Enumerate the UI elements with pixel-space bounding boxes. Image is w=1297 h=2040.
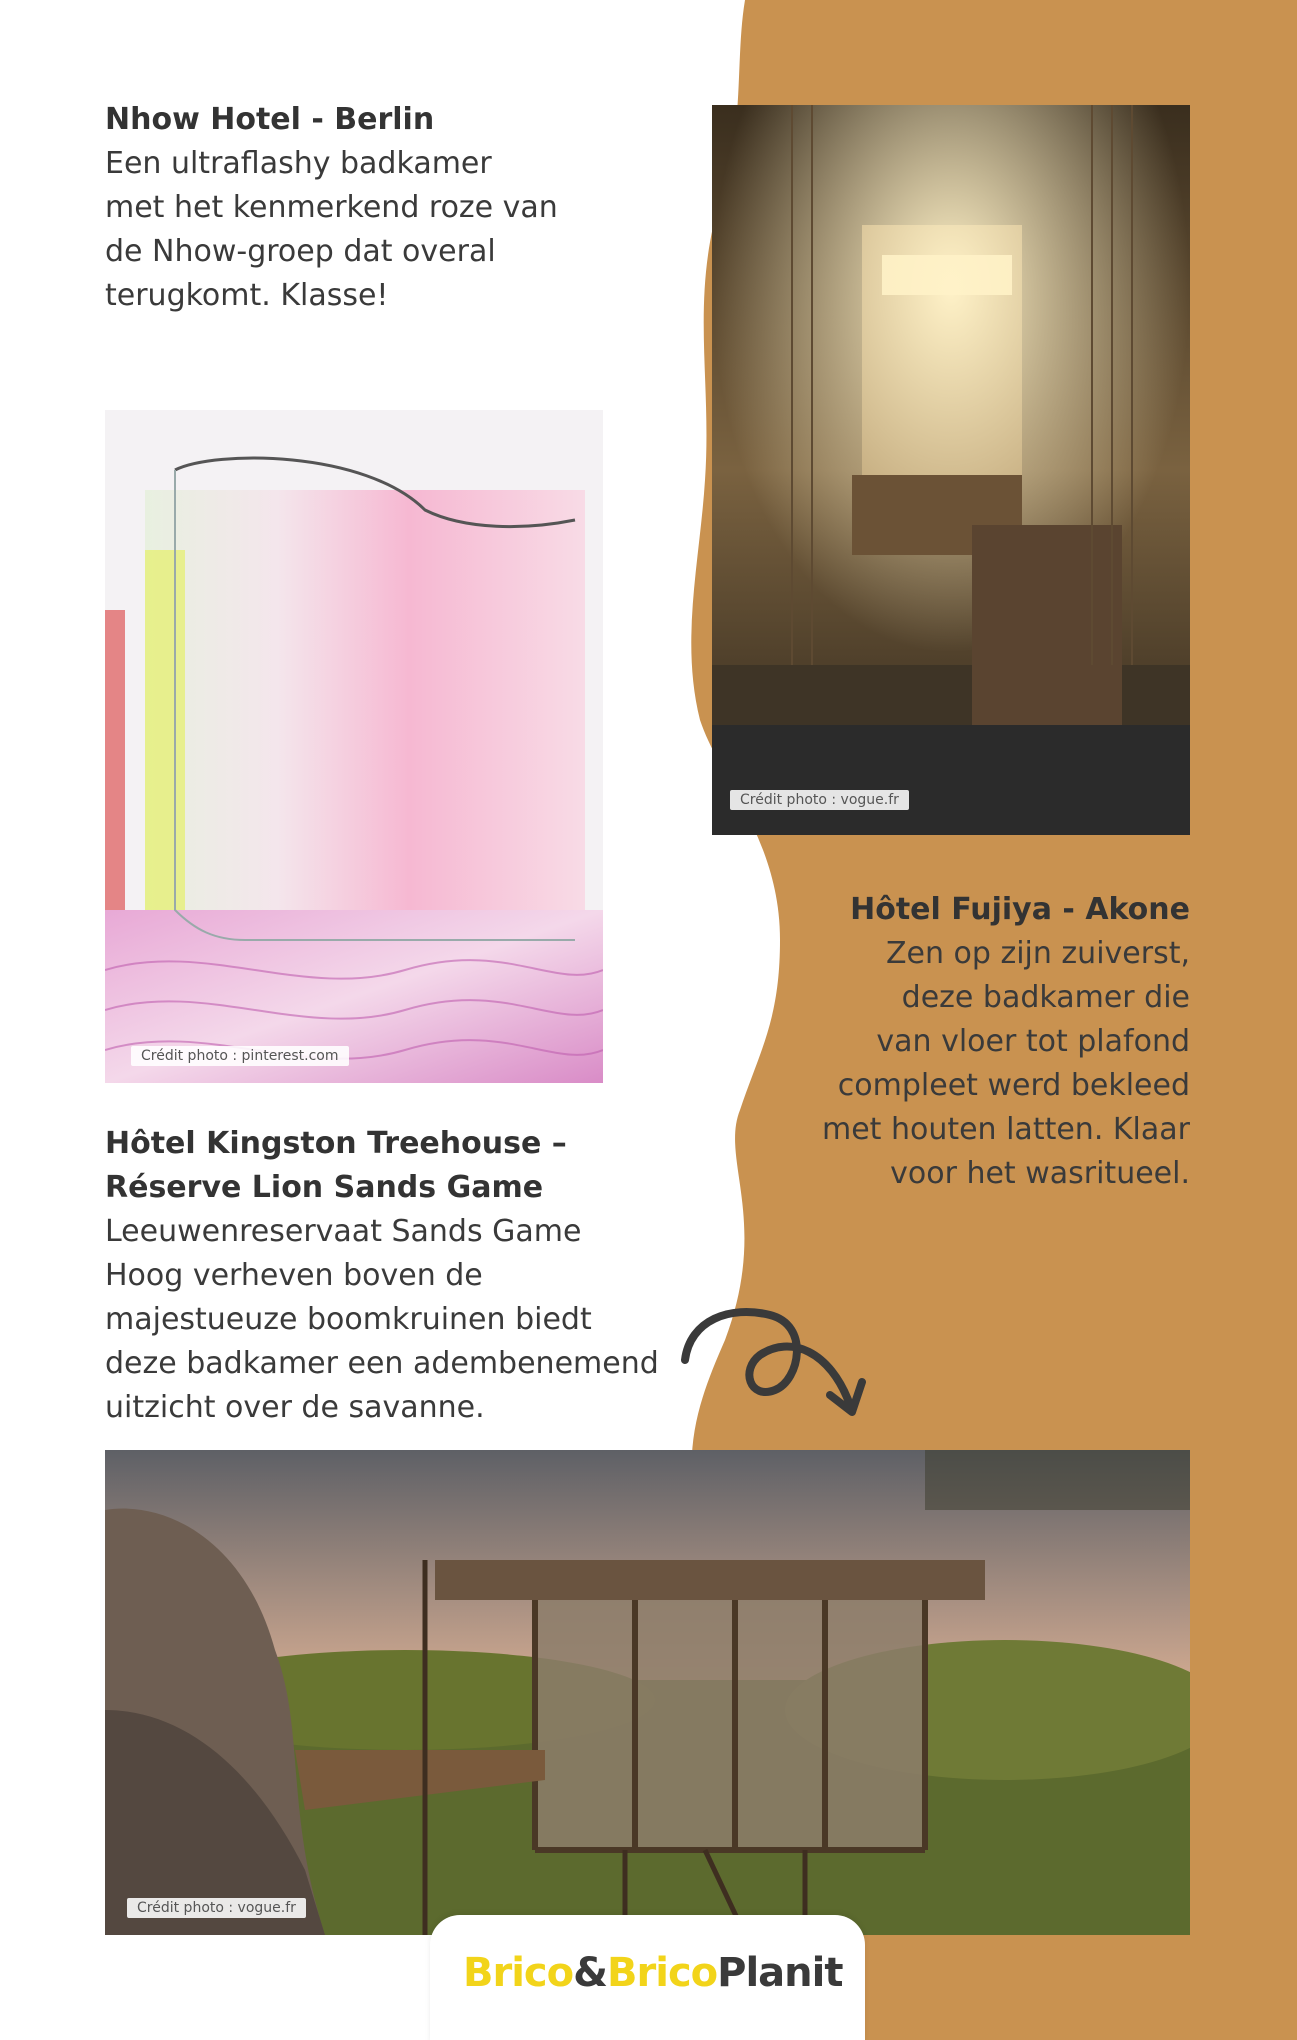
- logo-part-planit: Planit: [717, 1950, 843, 1996]
- kingston-text-block: [105, 1122, 685, 1430]
- fujiya-bathroom-photo: [712, 105, 1190, 835]
- fujiya-line-1: Zen op zijn zuiverst,: [885, 936, 1190, 971]
- fujiya-line-4: compleet werd bekleed: [837, 1068, 1190, 1103]
- fujiya-line-5: met houten latten. Klaar: [821, 1112, 1190, 1147]
- logo-card: [430, 1915, 865, 2040]
- nhow-line-4: terugkomt. Klasse!: [105, 278, 389, 313]
- kingston-treehouse-photo: [105, 1450, 1190, 1935]
- fujiya-title: Hôtel Fujiya - Akone: [850, 892, 1190, 927]
- nhow-text-block: [105, 98, 625, 318]
- kingston-title-line-1: Hôtel Kingston Treehouse –: [105, 1126, 567, 1161]
- fujiya-line-6: voor het wasritueel.: [890, 1156, 1190, 1191]
- kingston-line-4: deze badkamer een adembenemend: [105, 1346, 659, 1381]
- kingston-line-3: majestueuze boomkruinen biedt: [105, 1302, 592, 1337]
- fujiya-line-2: deze badkamer die: [901, 980, 1190, 1015]
- nhow-photo-credit: Crédit photo : pinterest.com: [131, 1046, 349, 1066]
- kingston-title-line-2: Réserve Lion Sands Game: [105, 1170, 544, 1205]
- kingston-line-2: Hoog verheven boven de: [105, 1258, 483, 1293]
- logo-part-brico-1: Brico: [463, 1950, 574, 1996]
- logo-ampersand: &: [573, 1950, 608, 1996]
- nhow-bathroom-photo: [105, 410, 603, 1083]
- curly-arrow-icon: [680, 1300, 870, 1430]
- kingston-photo-credit: Crédit photo : vogue.fr: [127, 1898, 306, 1918]
- nhow-line-3: de Nhow-groep dat overal: [105, 234, 496, 269]
- kingston-line-5: uitzicht over de savanne.: [105, 1390, 485, 1425]
- brico-planit-logo: [463, 1950, 842, 1996]
- fujiya-line-3: van vloer tot plafond: [876, 1024, 1190, 1059]
- nhow-title: Nhow Hotel - Berlin: [105, 102, 435, 137]
- nhow-line-2: met het kenmerkend roze van: [105, 190, 558, 225]
- kingston-line-1: Leeuwenreservaat Sands Game: [105, 1214, 582, 1249]
- logo-part-brico-2: Brico: [607, 1950, 718, 1996]
- nhow-line-1: Een ultraflashy badkamer: [105, 146, 492, 181]
- fujiya-photo-credit: Crédit photo : vogue.fr: [730, 790, 909, 810]
- fujiya-text-block: [770, 888, 1190, 1196]
